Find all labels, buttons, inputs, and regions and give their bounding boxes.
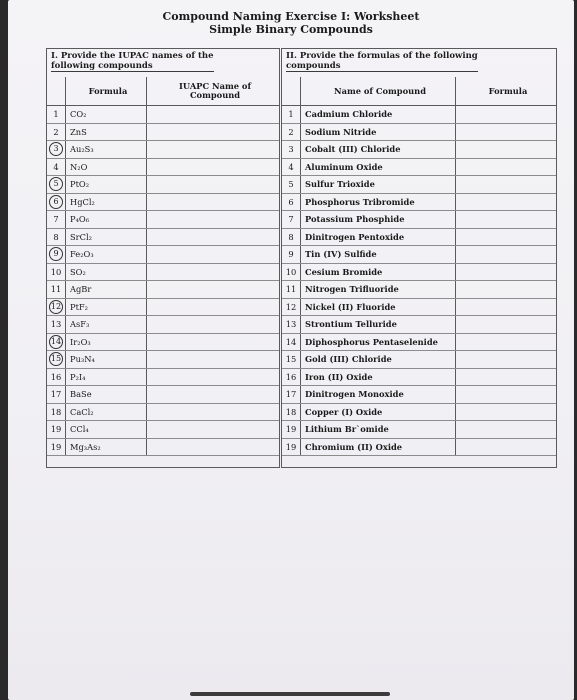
compound-formula: Fe₂O₃: [66, 246, 147, 264]
row-number: 12: [282, 298, 301, 316]
iupac-name-answer-cell[interactable]: [147, 386, 280, 404]
compound-name: Sodium Nitride: [301, 123, 456, 141]
circled-row-number: 15: [49, 352, 63, 366]
formula-row: [282, 421, 556, 439]
compound-formula: CCl₄: [66, 421, 147, 439]
section-formulas: [281, 48, 557, 468]
compound-name: Strontium Telluride: [301, 316, 456, 334]
row-number: 19: [47, 421, 66, 439]
compound-formula: CaCl₂: [66, 403, 147, 421]
iupac-row: [47, 281, 279, 299]
formula-row: [282, 333, 556, 351]
row-number: 5: [282, 176, 301, 194]
iupac-name-answer-cell[interactable]: [147, 123, 280, 141]
col-formula-header: Formula: [66, 77, 147, 106]
formula-answer-cell[interactable]: [456, 228, 557, 246]
row-number: 19: [47, 438, 66, 456]
formula-answer-cell[interactable]: [456, 263, 557, 281]
row-number: [47, 246, 66, 264]
iupac-name-answer-cell[interactable]: [147, 281, 280, 299]
iupac-name-answer-cell[interactable]: [147, 403, 280, 421]
iupac-row: [47, 211, 279, 229]
compound-name: Iron (II) Oxide: [301, 368, 456, 386]
formula-row: [282, 106, 556, 124]
section-formulas-title: [282, 49, 556, 74]
row-number: 8: [282, 228, 301, 246]
formula-row: [282, 211, 556, 229]
formula-row: [282, 298, 556, 316]
row-number: 9: [282, 246, 301, 264]
row-number: 17: [47, 386, 66, 404]
section-iupac-title-line2: following compounds: [51, 61, 153, 71]
row-number: 2: [47, 123, 66, 141]
iupac-row: [47, 386, 279, 404]
row-number: 1: [282, 106, 301, 124]
compound-name: Sulfur Trioxide: [301, 176, 456, 194]
row-number: 13: [282, 316, 301, 334]
iupac-name-answer-cell[interactable]: [147, 141, 280, 159]
compound-formula: HgCl₂: [66, 193, 147, 211]
row-number: [47, 141, 66, 159]
formula-row: [282, 158, 556, 176]
iupac-row: [47, 333, 279, 351]
iupac-row: [47, 421, 279, 439]
scroll-indicator-bar: [190, 692, 390, 696]
row-number: [47, 333, 66, 351]
col-formula-answer-header: Formula: [456, 77, 557, 106]
worksheet-title: Compound Naming Exercise I: Worksheet: [162, 10, 420, 23]
iupac-name-answer-cell[interactable]: [147, 106, 280, 124]
iupac-row: [47, 193, 279, 211]
formula-answer-cell[interactable]: [456, 246, 557, 264]
formula-row: [282, 263, 556, 281]
circled-row-number: 12: [49, 300, 63, 314]
compound-name: Dinitrogen Pentoxide: [301, 228, 456, 246]
row-number: 3: [282, 141, 301, 159]
formulas-table-header: [282, 77, 556, 106]
iupac-name-answer-cell[interactable]: [147, 316, 280, 334]
iupac-name-answer-cell[interactable]: [147, 298, 280, 316]
compound-formula: SO₂: [66, 263, 147, 281]
iupac-row: [47, 403, 279, 421]
formula-row: [282, 176, 556, 194]
formula-answer-cell[interactable]: [456, 403, 557, 421]
formula-answer-cell[interactable]: [456, 316, 557, 334]
iupac-row: [47, 158, 279, 176]
compound-name: Chromium (II) Oxide: [301, 438, 456, 456]
col-iupac-name-header-line1: IUAPC Name of: [178, 81, 252, 91]
row-number: 11: [47, 281, 66, 299]
compound-formula: PtO₂: [66, 176, 147, 194]
formula-row: [282, 246, 556, 264]
formulas-table: [282, 77, 556, 456]
iupac-name-answer-cell[interactable]: [147, 368, 280, 386]
iupac-name-answer-cell[interactable]: [147, 228, 280, 246]
compound-name: Diphosphorus Pentaselenide: [301, 333, 456, 351]
section-iupac-names: [46, 48, 280, 468]
formula-answer-cell[interactable]: [456, 421, 557, 439]
col-iupac-name-header-line2: Compound: [189, 90, 241, 100]
row-number: 7: [47, 211, 66, 229]
col-iupac-name-header: [147, 77, 280, 106]
compound-formula: PtF₂: [66, 298, 147, 316]
row-number: 1: [47, 106, 66, 124]
col-compound-name-header: Name of Compound: [301, 77, 456, 106]
formula-row: [282, 386, 556, 404]
compound-formula: SrCl₂: [66, 228, 147, 246]
compound-name: Phosphorus Tribromide: [301, 193, 456, 211]
compound-formula: AsF₃: [66, 316, 147, 334]
compound-name: Cobalt (III) Chloride: [301, 141, 456, 159]
compound-name: Lithium Br`omide: [301, 421, 456, 439]
iupac-row: [47, 141, 279, 159]
compound-name: Gold (III) Chloride: [301, 351, 456, 369]
compound-name: Aluminum Oxide: [301, 158, 456, 176]
compound-name: Potassium Phosphide: [301, 211, 456, 229]
iupac-name-answer-cell[interactable]: [147, 211, 280, 229]
iupac-name-answer-cell[interactable]: [147, 421, 280, 439]
formula-row: [282, 123, 556, 141]
compound-formula: CO₂: [66, 106, 147, 124]
worksheet-header: [8, 10, 574, 36]
row-number: 15: [282, 351, 301, 369]
row-number: 4: [47, 158, 66, 176]
circled-row-number: 5: [49, 177, 63, 191]
formula-row: [282, 228, 556, 246]
formula-answer-cell[interactable]: [456, 368, 557, 386]
compound-name: Copper (I) Oxide: [301, 403, 456, 421]
formula-answer-cell[interactable]: [456, 298, 557, 316]
iupac-name-answer-cell[interactable]: [147, 351, 280, 369]
formula-answer-cell[interactable]: [456, 438, 557, 456]
row-number: [47, 298, 66, 316]
iupac-name-answer-cell[interactable]: [147, 246, 280, 264]
iupac-row: [47, 176, 279, 194]
iupac-name-answer-cell[interactable]: [147, 158, 280, 176]
iupac-row: [47, 298, 279, 316]
worksheet-subtitle: Simple Binary Compounds: [209, 23, 373, 36]
compound-formula: N₂O: [66, 158, 147, 176]
formula-answer-cell[interactable]: [456, 106, 557, 124]
iupac-row: [47, 123, 279, 141]
row-number: 7: [282, 211, 301, 229]
iupac-name-answer-cell[interactable]: [147, 176, 280, 194]
formula-answer-cell[interactable]: [456, 193, 557, 211]
row-number: 17: [282, 386, 301, 404]
row-number: 11: [282, 281, 301, 299]
compound-formula: Au₂S₃: [66, 141, 147, 159]
iupac-name-answer-cell[interactable]: [147, 263, 280, 281]
compound-formula: Mg₃As₂: [66, 438, 147, 456]
compound-name: Cadmium Chloride: [301, 106, 456, 124]
iupac-row: [47, 263, 279, 281]
row-number: 2: [282, 123, 301, 141]
row-number: 10: [282, 263, 301, 281]
worksheet-page: [8, 0, 574, 700]
row-number: 19: [282, 438, 301, 456]
formula-answer-cell[interactable]: [456, 158, 557, 176]
compound-formula: BaSe: [66, 386, 147, 404]
row-number: 6: [282, 193, 301, 211]
circled-row-number: 14: [49, 335, 63, 349]
iupac-name-answer-cell[interactable]: [147, 193, 280, 211]
compound-formula: Ir₂O₃: [66, 333, 147, 351]
section-iupac-title-line1: I. Provide the IUPAC names of the: [51, 51, 214, 61]
formula-row: [282, 403, 556, 421]
section-formulas-title-line1: II. Provide the formulas of the following: [286, 51, 478, 61]
formula-row: [282, 281, 556, 299]
row-number: 13: [47, 316, 66, 334]
compound-formula: AgBr: [66, 281, 147, 299]
formula-answer-cell[interactable]: [456, 386, 557, 404]
iupac-row: [47, 246, 279, 264]
formula-row: [282, 316, 556, 334]
formula-answer-cell[interactable]: [456, 123, 557, 141]
iupac-table-header: [47, 77, 279, 106]
compound-name: Cesium Bromide: [301, 263, 456, 281]
section-iupac-title: [47, 49, 279, 74]
section-formulas-title-line2: compounds: [286, 61, 341, 71]
formula-row: [282, 438, 556, 456]
formula-answer-cell[interactable]: [456, 141, 557, 159]
row-number: 10: [47, 263, 66, 281]
formula-row: [282, 193, 556, 211]
formula-answer-cell[interactable]: [456, 176, 557, 194]
row-number: 16: [282, 368, 301, 386]
row-number: 18: [47, 403, 66, 421]
formula-row: [282, 141, 556, 159]
formula-answer-cell[interactable]: [456, 333, 557, 351]
compound-formula: P₂I₄: [66, 368, 147, 386]
compound-name: Tin (IV) Sulfide: [301, 246, 456, 264]
formula-answer-cell[interactable]: [456, 211, 557, 229]
compound-name: Dinitrogen Monoxide: [301, 386, 456, 404]
formula-row: [282, 368, 556, 386]
iupac-row: [47, 316, 279, 334]
compound-formula: P₄O₆: [66, 211, 147, 229]
row-number: 14: [282, 333, 301, 351]
row-number: [47, 193, 66, 211]
row-number: [47, 176, 66, 194]
compound-formula: Pu₃N₄: [66, 351, 147, 369]
circled-row-number: 6: [49, 195, 63, 209]
iupac-row: [47, 106, 279, 124]
formula-answer-cell[interactable]: [456, 351, 557, 369]
compound-name: Nitrogen Trifluoride: [301, 281, 456, 299]
iupac-row: [47, 438, 279, 456]
iupac-row: [47, 351, 279, 369]
iupac-name-answer-cell[interactable]: [147, 438, 280, 456]
row-number: [47, 351, 66, 369]
circled-row-number: 9: [49, 247, 63, 261]
formula-row: [282, 351, 556, 369]
row-number: 8: [47, 228, 66, 246]
iupac-table: [47, 77, 279, 456]
iupac-name-answer-cell[interactable]: [147, 333, 280, 351]
row-number: 19: [282, 421, 301, 439]
compound-formula: ZnS: [66, 123, 147, 141]
formula-answer-cell[interactable]: [456, 281, 557, 299]
circled-row-number: 3: [49, 142, 63, 156]
row-number: 16: [47, 368, 66, 386]
iupac-row: [47, 228, 279, 246]
compound-name: Nickel (II) Fluoride: [301, 298, 456, 316]
row-number: 18: [282, 403, 301, 421]
row-number: 4: [282, 158, 301, 176]
iupac-row: [47, 368, 279, 386]
